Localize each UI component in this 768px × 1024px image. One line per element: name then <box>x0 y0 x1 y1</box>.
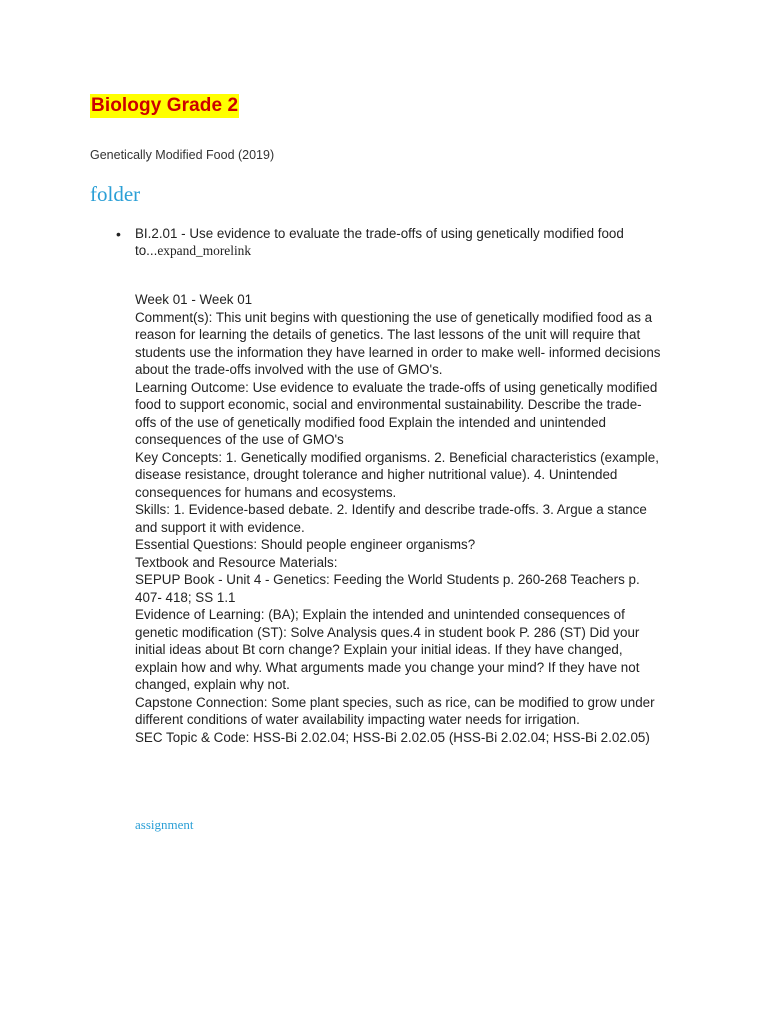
standard-item <box>135 225 695 259</box>
bullet-icon: • <box>116 226 121 242</box>
detail-line: SEC Topic & Code: HSS-Bi 2.02.04; HSS-Bi 2.02.05 (HSS-Bi 2.02.04; HSS-Bi 2.02.05) <box>135 729 650 745</box>
detail-line: Key Concepts: 1. Genetically modified organisms. 2. Beneficial characteristics (example, <box>135 449 659 465</box>
detail-line: offs of the use of genetically modified food Explain the intended and unintended <box>135 414 606 430</box>
detail-line: Skills: 1. Evidence-based debate. 2. Identify and describe trade-offs. 3. Argue a stance <box>135 502 647 517</box>
detail-line: Learning Outcome: Use evidence to evaluate the trade-offs of using genetically modified <box>135 379 658 395</box>
detail-line: initial ideas about Bt corn change? Explain your initial ideas. If they have changed, <box>135 642 623 657</box>
standard-text-line2: to... <box>135 243 158 258</box>
detail-line: consequences of the use of GMO's <box>135 432 344 447</box>
detail-line: Evidence of Learning: (BA); Explain the intended and unintended consequences of <box>135 607 625 622</box>
detail-line: consequences for humans and ecosystems. <box>135 484 397 500</box>
detail-line: genetic modification (ST): Solve Analysis ques.4 in student book P. 286 (ST) Did your <box>135 624 640 640</box>
detail-line: disease resistance, drought tolerance and higher nutritional value). 4. Unintended <box>135 467 618 482</box>
detail-line: Capstone Connection: Some plant species, such as rice, can be modified to grow under <box>135 694 655 710</box>
detail-line: and support it with evidence. <box>135 519 305 535</box>
detail-line: Textbook and Resource Materials: <box>135 554 338 570</box>
detail-line: reason for learning the details of genetics. The last lessons of the unit will require that <box>135 327 641 342</box>
detail-line: changed, explain why not. <box>135 677 290 692</box>
standard-text-line1: BI.2.01 - Use evidence to evaluate the trade-offs of using genetically modified food <box>135 226 624 241</box>
standard-details <box>135 291 695 746</box>
detail-line: explain how and why. What arguments made you change your mind? If they have not <box>135 659 640 675</box>
detail-line: Comment(s): This unit begins with questioning the use of genetically modified food as a <box>135 309 653 325</box>
detail-line: Essential Questions: Should people engineer organisms? <box>135 537 476 552</box>
detail-line: 407- 418; SS 1.1 <box>135 589 236 605</box>
detail-line: Week 01 - Week 01 <box>135 292 253 307</box>
folder-label: folder <box>90 182 141 206</box>
detail-line: about the trade-offs involved with the use of GMO's. <box>135 362 443 377</box>
detail-line: students use the information they have learned in order to make well- informed decisions <box>135 344 661 360</box>
page-title: Biology Grade 2 <box>91 95 239 116</box>
detail-line: food to support economic, social and environmental sustainability. Describe the trade- <box>135 397 642 412</box>
unit-subtitle: Genetically Modified Food (2019) <box>90 148 275 162</box>
detail-line: different conditions of water availability impacting water needs for irrigation. <box>135 712 580 727</box>
expand-more-link[interactable]: expand_morelink <box>157 243 252 258</box>
assignment-link[interactable]: assignment <box>135 817 194 832</box>
detail-line: SEPUP Book - Unit 4 - Genetics: Feeding the World Students p. 260-268 Teachers p. <box>135 572 640 587</box>
